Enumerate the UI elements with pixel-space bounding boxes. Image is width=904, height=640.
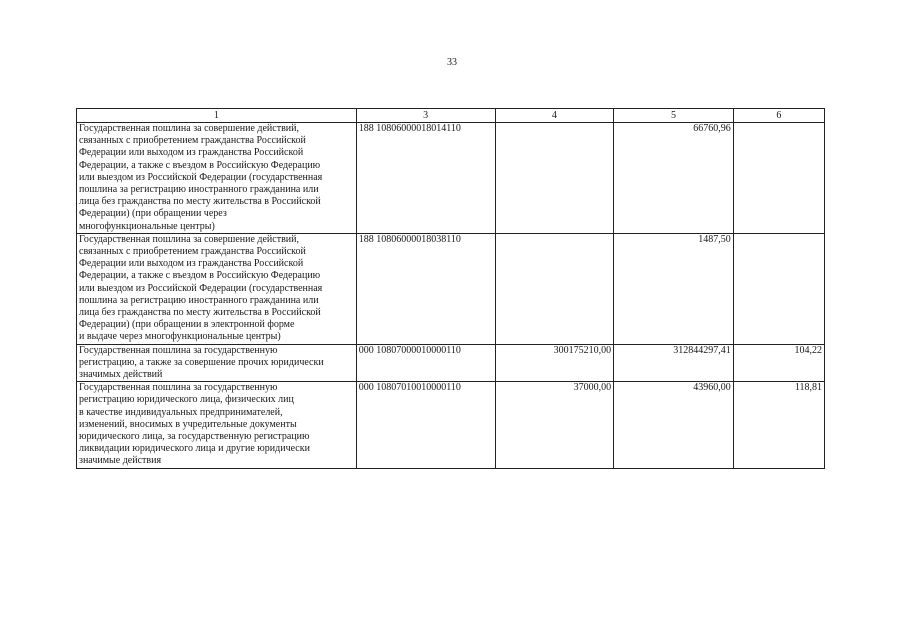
description-line: Федерации, а также с въездом в Российскую Федерацию [79, 159, 321, 171]
row-col6-value [733, 123, 824, 234]
description-line: или выездом из Российской Федерации (государственная [79, 282, 323, 294]
row-col4-value: 37000,00 [495, 382, 614, 468]
row-col4-value [495, 233, 614, 344]
description-line: многофункциональные центры) [79, 220, 215, 232]
description-line: ликвидации юридического лица и другие юридически [79, 443, 310, 455]
header-col-4: 4 [495, 109, 614, 123]
row-col6-value: 104,22 [733, 344, 824, 382]
table-row [77, 344, 825, 382]
description-line: лица без гражданства по месту жительства в Российской [79, 307, 321, 319]
header-col-3: 3 [356, 109, 495, 123]
row-col5-value: 1487,50 [614, 233, 734, 344]
description-line: регистрацию юридического лица, физических лиц [79, 394, 294, 406]
description-line: Федерации) (при обращении через [79, 208, 227, 220]
row-col4-value: 300175210,00 [495, 344, 614, 382]
header-col-1: 1 [77, 109, 357, 123]
table-row [77, 382, 825, 468]
description-line: в качестве индивидуальных предпринимателей, [79, 406, 283, 418]
row-col5-value: 312844297,41 [614, 344, 734, 382]
row-col6-value: 118,81 [733, 382, 824, 468]
row-description [77, 344, 357, 382]
header-col-6: 6 [733, 109, 824, 123]
description-line: регистрацию, а также за совершение прочих юридически [79, 356, 324, 368]
row-code: 000 10807000010000110 [356, 344, 495, 382]
revenue-table [76, 108, 825, 469]
row-col4-value [495, 123, 614, 234]
description-line: пошлина за регистрацию иностранного гражданина или [79, 184, 319, 196]
row-col6-value [733, 233, 824, 344]
description-line: Государственная пошлина за государственную [79, 344, 278, 356]
row-description [77, 123, 357, 234]
row-code: 188 10806000018014110 [356, 123, 495, 234]
table-header-row [77, 109, 825, 123]
row-col5-value: 66760,96 [614, 123, 734, 234]
description-line: значимых действий [79, 369, 163, 381]
description-line: Государственная пошлина за совершение действий, [79, 123, 300, 134]
table-row [77, 233, 825, 344]
description-line: и выдаче через многофункциональные центры) [79, 331, 281, 343]
row-description [77, 233, 357, 344]
row-description [77, 382, 357, 468]
table-row [77, 123, 825, 234]
description-line: связанных с приобретением гражданства Российской [79, 246, 306, 258]
description-line: юридического лица, за государственную регистрацию [79, 431, 310, 443]
description-line: Государственная пошлина за совершение действий, [79, 233, 300, 245]
row-code: 188 10806000018038110 [356, 233, 495, 344]
row-code: 000 10807010010000110 [356, 382, 495, 468]
row-col5-value: 43960,00 [614, 382, 734, 468]
description-line: или выездом из Российской Федерации (государственная [79, 171, 323, 183]
description-line: Федерации или выходом из гражданства Российской [79, 258, 304, 270]
description-line: Государственная пошлина за государственную [79, 382, 278, 394]
description-line: Федерации, а также с въездом в Российскую Федерацию [79, 270, 321, 282]
header-col-5: 5 [614, 109, 734, 123]
description-line: Федерации или выходом из гражданства Российской [79, 147, 304, 159]
page-number: 33 [447, 57, 457, 68]
description-line: значимые действия [79, 455, 162, 467]
description-line: пошлина за регистрацию иностранного гражданина или [79, 294, 319, 306]
description-line: лица без гражданства по месту жительства в Российской [79, 196, 321, 208]
description-line: изменений, вносимых в учредительные документы [79, 418, 297, 430]
description-line: Федерации) (при обращении в электронной форме [79, 319, 295, 331]
description-line: связанных с приобретением гражданства Российской [79, 135, 306, 147]
